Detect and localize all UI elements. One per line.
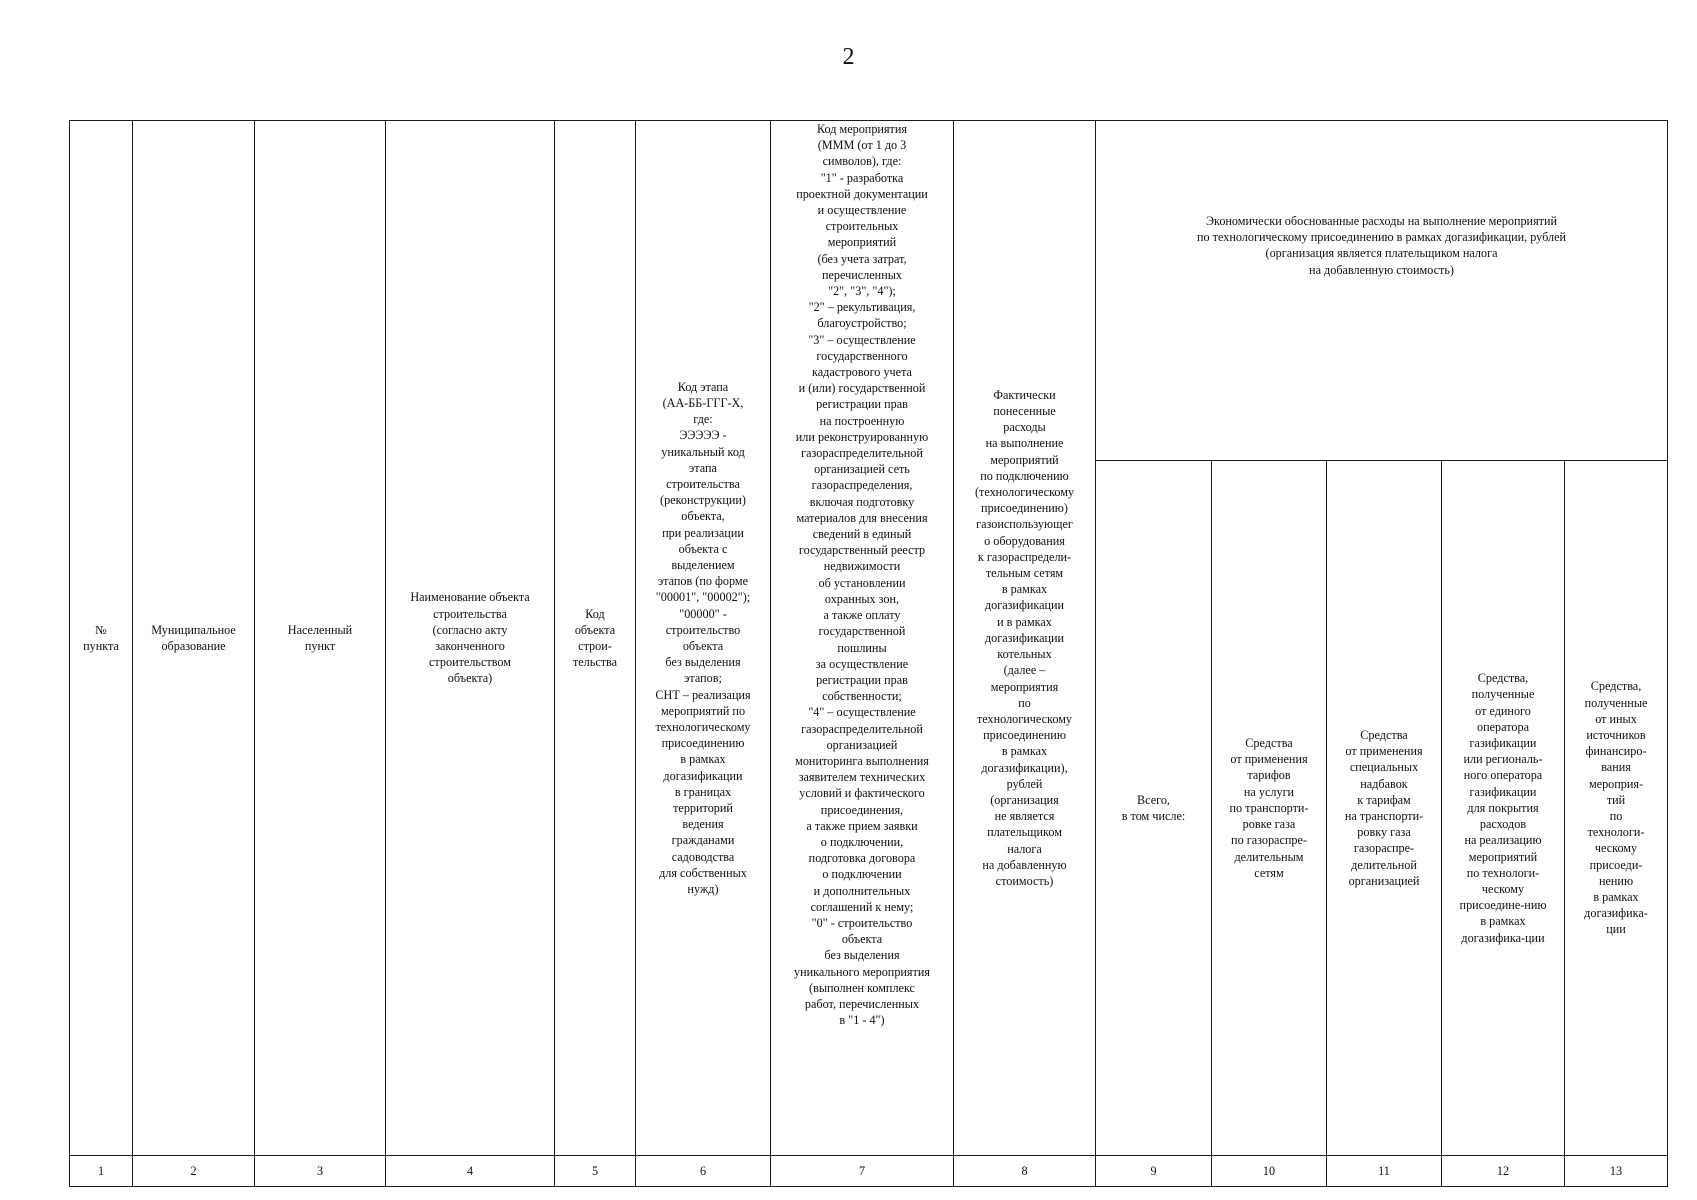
header-operator-funds: Средства, полученные от единого оператора газификации или региональ- ного оператора газификации для покрытия расходов на реализацию мероприятий по технологи- ческому присоедине-нию в рамках догазифика-ции [1442, 461, 1565, 1156]
header-activity-code: Код мероприятия (МММ (от 1 до 3 символов), где: "1" - разработка проектной документации и осуществление строительных мероприятий (без учета затрат, перечисленных "2", "3", "4"); "2" – рекультивация, благоустройство; "3" – осуществление государственного кадастрового учета и (или) государственной регистрации прав на построенную или реконструированную газораспределительной организацией сеть газораспределения, включая подготовку материалов для внесения сведений в единый государственный реестр недвижимости об установлении охранных зон, а также оплату государственной пошлины за осуществление регистрации прав собственности; "4" – осуществление газораспределительной организацией мониторинга выполнения заявителем технических условий и фактического присоединения, а также прием заявки о подключении, подготовка договора о подключении и дополнительных соглашений к нему; "0" - строительство объекта без выделения уникального мероприятия (выполнен комплекс работ, перечисленных в "1 - 4") [771, 121, 954, 1156]
column-number: 2 [133, 1156, 255, 1187]
column-number: 3 [255, 1156, 386, 1187]
header-surcharge-funds: Средства от применения специальных надбавок к тарифам на транспорти- ровку газа газораспре- делительной организацией [1327, 461, 1442, 1156]
header-item-number: № пункта [70, 121, 133, 1156]
header-other-sources-funds: Средства, полученные от иных источников финансиро- вания мероприя- тий по технологи- ческому присоеди- нению в рамках догазифика- ции [1565, 461, 1668, 1156]
header-stage-code: Код этапа (АА-ББ-ГГГ-Х, где: ЭЭЭЭЭ - уникальный код этапа строительства (реконструкции) объекта, при реализации объекта с выделением этапов (по форме "00001", "00002"); "00000" - строительство объекта без выделения этапов; СНТ – реализация мероприятий по технологическому присоединению в рамках догазификации в границах территорий ведения гражданами садоводства для собственных нужд) [636, 121, 771, 1156]
header-tariff-funds: Средства от применения тарифов на услуги по транспорти- ровке газа по газораспре- делительным сетям [1212, 461, 1327, 1156]
column-number: 1 [70, 1156, 133, 1187]
column-number: 4 [386, 1156, 555, 1187]
page-number: 2 [842, 44, 855, 70]
column-number: 5 [555, 1156, 636, 1187]
column-numbers-row [70, 1156, 1668, 1187]
column-number: 8 [954, 1156, 1096, 1187]
column-number: 13 [1565, 1156, 1668, 1187]
column-number: 12 [1442, 1156, 1565, 1187]
header-economic-expenses-group: Экономически обоснованные расходы на выполнение мероприятий по технологическому присоединению в рамках догазификации, рублей (организация является плательщиком налога на добавленную стоимость) [1096, 121, 1668, 461]
column-number: 11 [1327, 1156, 1442, 1187]
header-actual-expenses: Фактически понесенные расходы на выполнение мероприятий по подключению (технологическому присоединению) газоиспользующег о оборудования к газораспредели- тельным сетям в рамках догазификации и в рамках догазификации котельных (далее – мероприятия по технологическому присоединению в рамках догазификации), рублей (организация не является плательщиком налога на добавленную стоимость) [954, 121, 1096, 1156]
column-number: 6 [636, 1156, 771, 1187]
header-settlement: Населенный пункт [255, 121, 386, 1156]
header-object-code: Код объекта строи- тельства [555, 121, 636, 1156]
header-object-name: Наименование объекта строительства (согласно акту законченного строительством объекта) [386, 121, 555, 1156]
column-number: 10 [1212, 1156, 1327, 1187]
column-number: 7 [771, 1156, 954, 1187]
column-number: 9 [1096, 1156, 1212, 1187]
expenses-table [69, 120, 1668, 1187]
header-municipality: Муниципальное образование [133, 121, 255, 1156]
header-total: Всего, в том числе: [1096, 461, 1212, 1156]
